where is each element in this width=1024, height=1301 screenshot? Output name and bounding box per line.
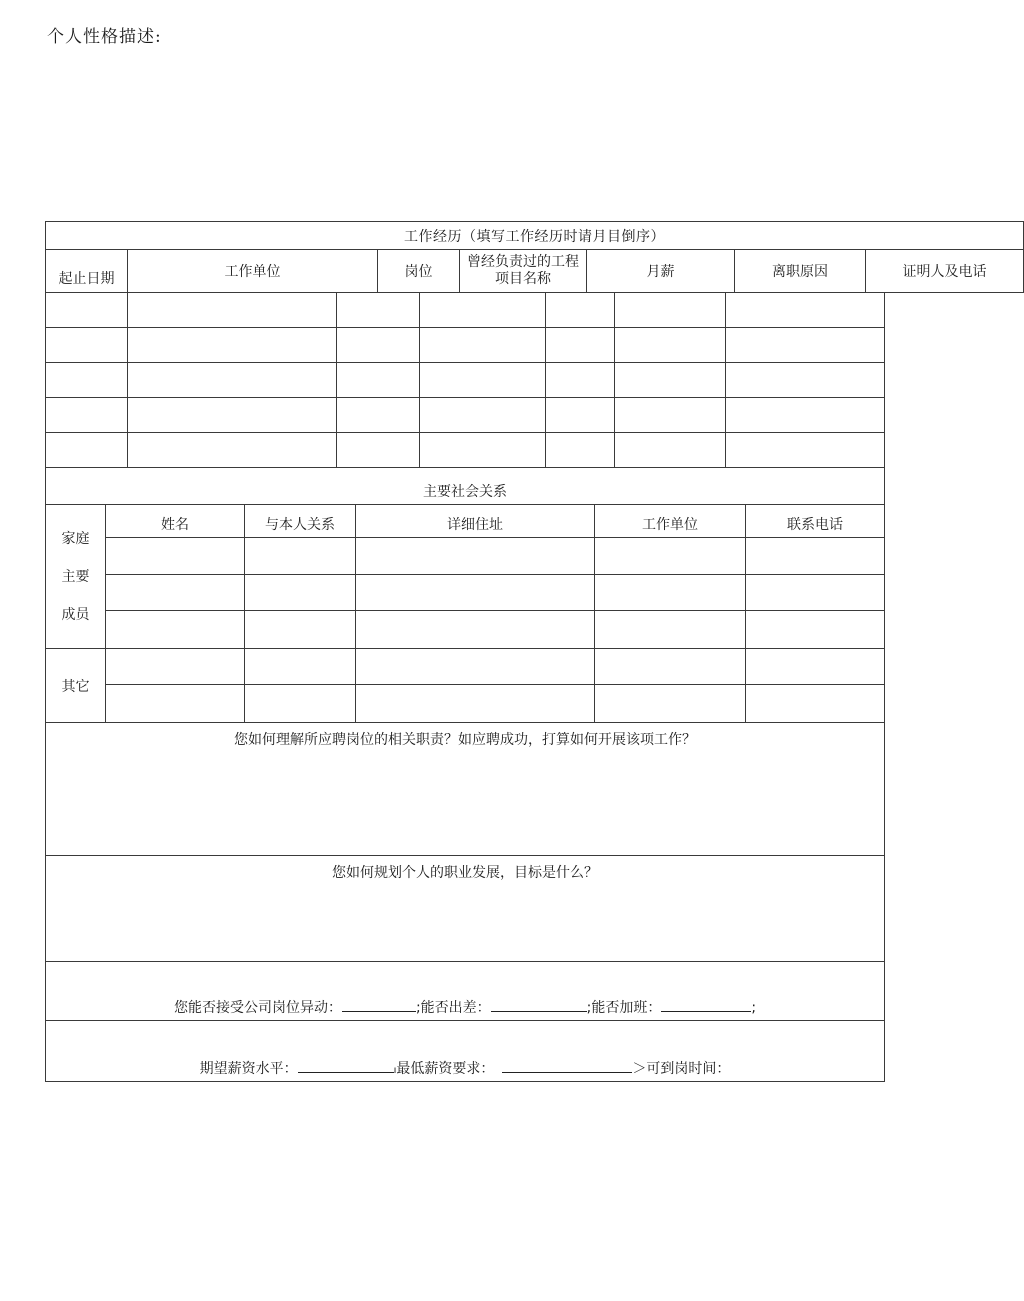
position-cell[interactable] xyxy=(337,328,420,363)
date-cell[interactable] xyxy=(46,398,128,433)
company-cell[interactable] xyxy=(128,398,337,433)
available-time-label: ＞可到岗时间： xyxy=(632,1061,731,1077)
company-cell[interactable] xyxy=(128,293,337,328)
salary-cell[interactable] xyxy=(546,398,615,433)
acceptance-row xyxy=(46,962,885,1021)
date-cell[interactable] xyxy=(46,363,128,398)
header-project-line1: 曾经负责过的工程 xyxy=(467,254,579,270)
phone-cell[interactable] xyxy=(746,685,885,723)
question-1-cell[interactable] xyxy=(46,723,885,856)
header-dates: 起止日期 xyxy=(46,250,128,293)
salary-row xyxy=(46,1021,885,1082)
acceptance-end: ; xyxy=(751,1000,757,1016)
header-company: 工作单位 xyxy=(128,250,378,293)
table-row xyxy=(46,363,885,398)
project-cell[interactable] xyxy=(420,398,546,433)
project-cell[interactable] xyxy=(420,433,546,468)
phone-cell[interactable] xyxy=(746,611,885,649)
reason-cell[interactable] xyxy=(615,398,726,433)
table-row xyxy=(46,575,885,611)
phone-cell[interactable] xyxy=(746,575,885,611)
address-cell[interactable] xyxy=(356,685,595,723)
salary-cell[interactable] xyxy=(546,293,615,328)
minimum-salary-label: 最低薪资要求： xyxy=(396,1061,495,1077)
travel-label: ;能否出差： xyxy=(415,1000,491,1016)
work-history-rows xyxy=(45,292,885,468)
table-row xyxy=(46,538,885,575)
position-cell[interactable] xyxy=(337,363,420,398)
social-relations-title: 主要社会关系 xyxy=(46,468,885,505)
reference-cell[interactable] xyxy=(726,433,885,468)
social-company-cell[interactable] xyxy=(595,611,746,649)
company-cell[interactable] xyxy=(128,363,337,398)
date-cell[interactable] xyxy=(46,328,128,363)
table-row xyxy=(46,611,885,649)
question-2-cell[interactable] xyxy=(46,856,885,962)
header-name: 姓名 xyxy=(106,505,245,538)
salary-cell[interactable] xyxy=(546,433,615,468)
question-2: 您如何规划个人的职业发展，目标是什么？ xyxy=(332,865,599,881)
position-cell[interactable] xyxy=(337,433,420,468)
work-history-title: 工作经历（填写工作经历时请月目倒序） xyxy=(46,222,1024,250)
header-relation: 与本人关系 xyxy=(245,505,356,538)
family-label-cell xyxy=(46,505,106,649)
name-cell[interactable] xyxy=(106,649,245,685)
date-cell[interactable] xyxy=(46,293,128,328)
salary-separator: ı xyxy=(393,1065,397,1076)
expected-salary-label: 期望薪资水平： xyxy=(199,1061,298,1077)
header-reference: 证明人及电话 xyxy=(866,250,1024,293)
header-address: 详细住址 xyxy=(356,505,595,538)
phone-cell[interactable] xyxy=(746,538,885,575)
reference-cell[interactable] xyxy=(726,363,885,398)
project-cell[interactable] xyxy=(420,363,546,398)
table-row xyxy=(46,433,885,468)
family-label-3: 成员 xyxy=(61,606,90,623)
reason-cell[interactable] xyxy=(615,328,726,363)
header-social-company: 工作单位 xyxy=(595,505,746,538)
salary-cell[interactable] xyxy=(546,363,615,398)
reference-cell[interactable] xyxy=(726,293,885,328)
social-company-cell[interactable] xyxy=(595,685,746,723)
table-row xyxy=(46,293,885,328)
other-label: 其它 xyxy=(46,649,106,723)
position-cell[interactable] xyxy=(337,398,420,433)
address-cell[interactable] xyxy=(356,611,595,649)
header-project xyxy=(460,250,587,293)
relation-cell[interactable] xyxy=(245,538,356,575)
minimum-salary-blank[interactable] xyxy=(502,1058,632,1073)
overtime-label: ;能否加班： xyxy=(586,1000,662,1016)
relation-cell[interactable] xyxy=(245,611,356,649)
family-label-1: 家庭 xyxy=(61,530,90,547)
reason-cell[interactable] xyxy=(615,433,726,468)
table-row xyxy=(46,328,885,363)
name-cell[interactable] xyxy=(106,685,245,723)
phone-cell[interactable] xyxy=(746,649,885,685)
travel-blank[interactable] xyxy=(491,997,587,1012)
company-cell[interactable] xyxy=(128,328,337,363)
project-cell[interactable] xyxy=(420,328,546,363)
relation-cell[interactable] xyxy=(245,685,356,723)
social-company-cell[interactable] xyxy=(595,649,746,685)
social-company-cell[interactable] xyxy=(595,575,746,611)
address-cell[interactable] xyxy=(356,649,595,685)
header-reason: 离职原因 xyxy=(735,250,866,293)
transfer-blank[interactable] xyxy=(342,997,416,1012)
social-relations-table xyxy=(45,467,885,1082)
address-cell[interactable] xyxy=(356,575,595,611)
header-phone: 联系电话 xyxy=(746,505,885,538)
salary-cell[interactable] xyxy=(546,328,615,363)
relation-cell[interactable] xyxy=(245,575,356,611)
name-cell[interactable] xyxy=(106,575,245,611)
reference-cell[interactable] xyxy=(726,328,885,363)
name-cell[interactable] xyxy=(106,611,245,649)
reference-cell[interactable] xyxy=(726,398,885,433)
header-project-line2: 项目名称 xyxy=(495,271,551,287)
application-form-table xyxy=(45,221,1024,293)
family-label-2: 主要 xyxy=(61,568,90,585)
header-salary: 月薪 xyxy=(587,250,735,293)
project-cell[interactable] xyxy=(420,293,546,328)
company-cell[interactable] xyxy=(128,433,337,468)
expected-salary-blank[interactable] xyxy=(298,1058,394,1073)
date-cell[interactable] xyxy=(46,433,128,468)
transfer-label: 您能否接受公司岗位异动： xyxy=(173,1000,342,1016)
table-row xyxy=(46,685,885,723)
reason-cell[interactable] xyxy=(615,363,726,398)
page-heading: 个人性格描述: xyxy=(47,27,162,47)
reason-cell[interactable] xyxy=(615,293,726,328)
name-cell[interactable] xyxy=(106,538,245,575)
header-position: 岗位 xyxy=(378,250,460,293)
social-company-cell[interactable] xyxy=(595,538,746,575)
table-row xyxy=(46,398,885,433)
table-row xyxy=(46,649,885,685)
relation-cell[interactable] xyxy=(245,649,356,685)
question-1: 您如何理解所应聘岗位的相关职责？如应聘成功，打算如何开展该项工作？ xyxy=(234,732,697,748)
overtime-blank[interactable] xyxy=(661,997,751,1012)
address-cell[interactable] xyxy=(356,538,595,575)
position-cell[interactable] xyxy=(337,293,420,328)
